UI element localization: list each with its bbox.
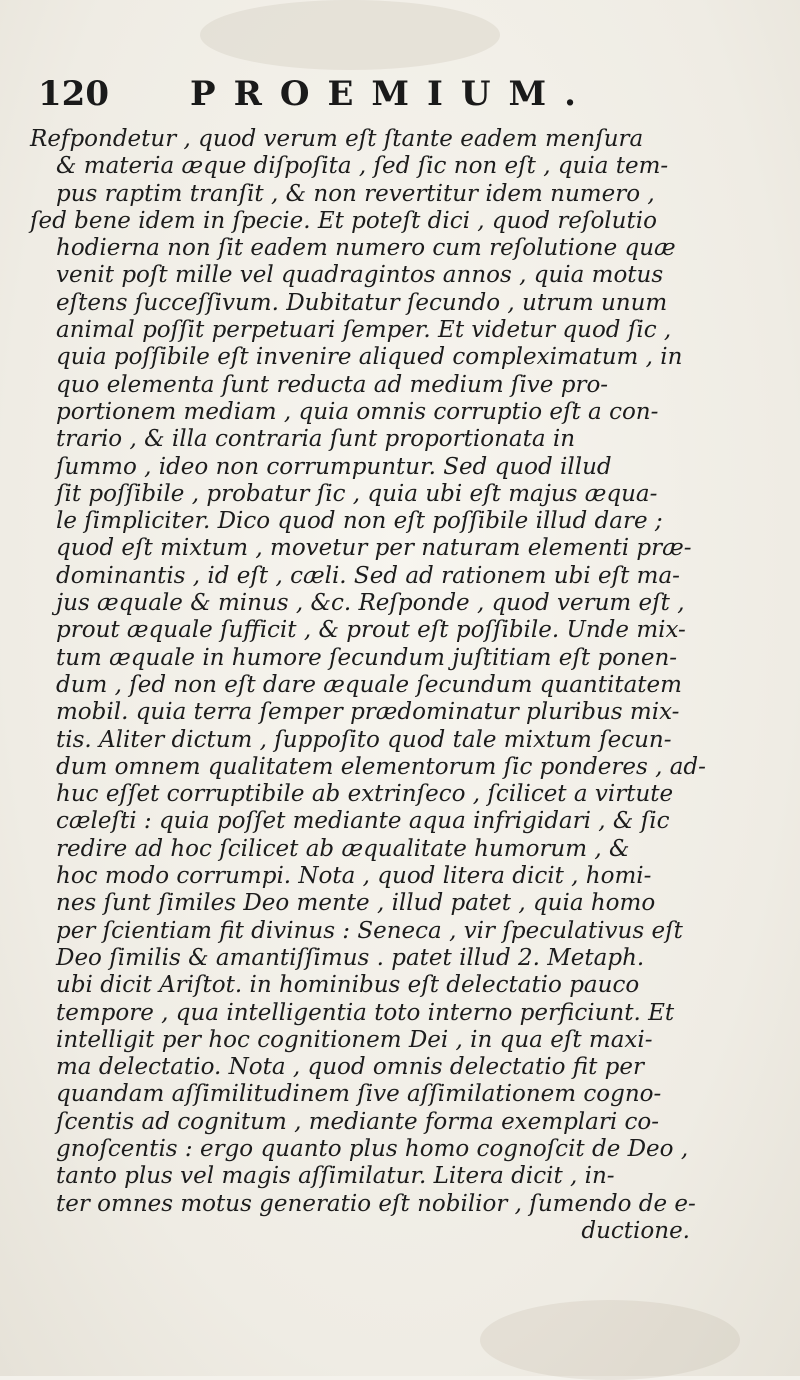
text-line: tis. Aliter dictum , ſuppoſito quod tale mixtum ſecun-	[56, 726, 672, 753]
text-line: pus raptim tranſit , & non revertitur idem numero ,	[56, 180, 655, 207]
text-line: quia poſſibile eſt invenire aliqued compleximatum , in	[56, 344, 683, 371]
text-line: venit poſt mille vel quadragintos annos , quia motus	[56, 262, 664, 289]
text-line: quo elementa ſunt reducta ad medium ſive pro-	[56, 371, 609, 398]
page-header	[30, 74, 730, 120]
text-line: ſed bene idem in ſpecie. Et poteſt dici , quod reſolutio	[30, 207, 657, 234]
text-line: trario , & illa contraria ſunt proportionata in	[56, 426, 576, 453]
text-line: quod eſt mixtum , movetur per naturam elementi præ-	[56, 535, 692, 562]
text-line: dominantis , id eſt , cæli. Sed ad rationem ubi eſt ma-	[56, 562, 680, 589]
text-line: intelligit per hoc cognitionem Dei , in qua eſt maxi-	[56, 1026, 653, 1053]
text-line: ma delectatio. Nota , quod omnis delectatio fit per	[56, 1054, 644, 1081]
text-line: ductione.	[581, 1217, 690, 1244]
text-line: ubi dicit Ariſtot. in hominibus eſt delectatio pauco	[56, 972, 640, 999]
text-line: & materia æque diſpoſita , ſed ſic non eſt , quia tem-	[56, 153, 669, 180]
text-line: animal poſſit perpetuari ſemper. Et videtur quod ſic ,	[56, 317, 672, 344]
page-number: 120	[38, 74, 109, 114]
text-line: mobil. quia terra ſemper prædominatur pluribus mix-	[56, 699, 680, 726]
text-line: per ſcientiam fit divinus : Seneca , vir ſpeculativus eſt	[56, 917, 683, 944]
text-line: nes ſunt ſimiles Deo mente , illud patet , quia homo	[56, 890, 656, 917]
text-line: portionem mediam , quia omnis corruptio eſt a con-	[56, 398, 659, 425]
paper-stain	[200, 0, 500, 70]
text-line: huc eſſet corruptibile ab extrinſeco , ſcilicet a virtute	[56, 781, 674, 808]
text-line: dum , ſed non eſt dare æquale ſecundum quantitatem	[56, 671, 682, 698]
running-head: PROEMIUM.	[190, 74, 595, 114]
text-line: ſcentis ad cognitum , mediante forma exemplari co-	[56, 1108, 660, 1135]
body-text	[30, 126, 730, 1245]
text-line: tempore , qua intelligentia toto interno perficiunt. Et	[56, 999, 675, 1026]
text-line: jus æquale & minus , &c. Reſponde , quod verum eſt ,	[56, 590, 685, 617]
text-line: tum æquale in humore ſecundum juſtitiam eſt ponen-	[56, 644, 678, 671]
paper-stain	[480, 1300, 740, 1380]
text-line: redire ad hoc ſcilicet ab æqualitate humorum , &	[56, 835, 630, 862]
text-line: Deo ſimilis & amantiſſimus . patet illud 2. Metaph.	[56, 944, 645, 971]
text-line: ſummo , ideo non corrumpuntur. Sed quod illud	[56, 453, 612, 480]
text-line: Refpondetur , quod verum eſt ſtante eadem menſura	[30, 126, 644, 152]
text-line: quandam aſſimilitudinem ſive aſſimilationem cogno-	[56, 1081, 662, 1108]
text-line: dum omnem qualitatem elementorum ſic ponderes , ad-	[56, 753, 706, 780]
text-line: tanto plus vel magis aſſimilatur. Litera dicit , in-	[56, 1163, 615, 1190]
text-line: gnoſcentis : ergo quanto plus homo cognoſcit de Deo ,	[56, 1135, 689, 1162]
text-line: ſit poſſibile , probatur ſic , quia ubi eſt majus æqua-	[56, 480, 658, 507]
text-line: le ſimpliciter. Dico quod non eſt poſſibile illud dare ;	[56, 508, 663, 535]
text-line: hodierna non ſit eadem numero cum reſolutione quæ	[56, 235, 676, 262]
text-line: cæleſti : quia poſſet mediante aqua infrigidari , & ſic	[56, 808, 670, 835]
text-line: eſtens ſucceſſivum. Dubitatur ſecundo , utrum unum	[56, 289, 668, 316]
text-line: ter omnes motus generatio eſt nobilior , ſumendo de e-	[56, 1190, 696, 1217]
text-line: hoc modo corrumpi. Nota , quod litera dicit , homi-	[56, 863, 652, 890]
text-line: prout æquale ſufficit , & prout eſt poſſibile. Unde mix-	[56, 617, 686, 644]
